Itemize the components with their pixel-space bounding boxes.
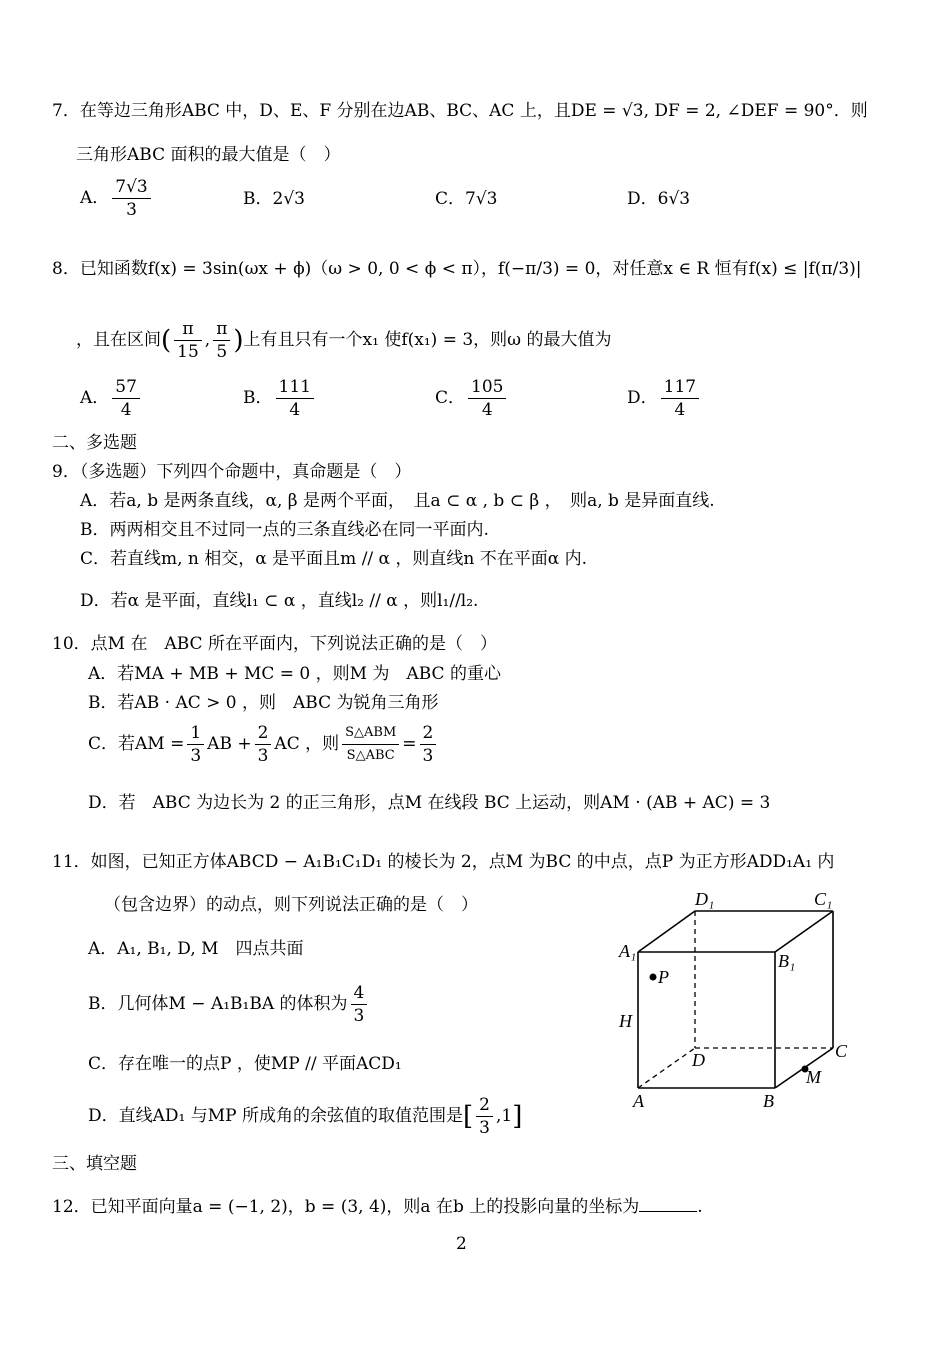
edge-b1c1 [775, 911, 833, 952]
q11-option-a: A．A₁, B₁, D, M 四点共面 [88, 939, 304, 959]
label-c: C [835, 1041, 848, 1061]
q8-option-b: B． $\frac{111}{4}$ [243, 376, 317, 421]
q7-option-b: B．2√3 [243, 189, 305, 209]
label-a1: A₁ [619, 941, 637, 961]
q10-option-a: A．若MA + MB + MC = 0 ，则M 为 ABC 的重心 [88, 664, 501, 684]
edge-ad-hidden [638, 1048, 695, 1088]
label-c1: C₁ [814, 889, 833, 909]
q8-option-d: D． $\frac{117}{4}$ [627, 376, 702, 421]
cube-figure [600, 885, 880, 1125]
section-heading-multi-choice: 二、多选题 [52, 433, 137, 453]
q9-option-b: B．两两相交且不过同一点的三条直线必在同一平面内. [80, 520, 489, 540]
q8-option-c: C． $\frac{105}{4}$ [435, 376, 509, 421]
answer-blank[interactable] [639, 1197, 697, 1212]
q7-option-a: A． $\frac{7√3}{3}$ [80, 176, 154, 221]
q7-stem-line2: 三角形ABC 面积的最大值是（ ） [76, 145, 341, 165]
q10-option-b: B．若AB · AC > 0 ，则 ABC 为锐角三角形 [88, 693, 439, 713]
label-d: D [692, 1050, 705, 1070]
q11-stem-line1: 11．如图，已知正方体ABCD − A₁B₁C₁D₁ 的棱长为 2，点M 为BC 的中点，点P 为正方形ADD₁A₁ 内 [52, 852, 835, 872]
label-d1: D₁ [695, 889, 715, 909]
q9-stem: 9．（多选题）下列四个命题中，真命题是（ ） [52, 462, 412, 482]
q9-option-d: D．若α 是平面，直线l₁ ⊂ α ，直线l₂ // α ，则l₁//l₂. [80, 591, 479, 611]
edge-a1d1 [638, 911, 695, 952]
label-b: B [763, 1091, 774, 1111]
q11-option-c: C．存在唯一的点P ，使MP // 平面ACD₁ [88, 1054, 402, 1074]
q8-stem-line2: ，且在区间( $\frac{\pi}{15}$ , $\frac{\pi}{5}$ )上有且只有一个x₁ 使f(x₁) = 3，则ω 的最大值为 [76, 319, 612, 362]
q10-option-c: C．若AM = $\frac{1}{3}$ AB + $\frac{2}{3}$ AC ，则 $\frac{\text{S△ABM}}{\text{S△ABC}}$ = $\frac{2}{3}$ [88, 722, 439, 767]
q9-option-a: A．若a, b 是两条直线，α, β 是两个平面， 且a ⊂ α , b ⊂ β ， 则a, b 是异面直线. [80, 491, 715, 511]
q10-stem: 10．点M 在 ABC 所在平面内，下列说法正确的是（ ） [52, 634, 497, 654]
q11-stem-line2: （包含边界）的动点，则下列说法正确的是（ ） [104, 895, 478, 915]
section-heading-fill-in: 三、填空题 [52, 1154, 137, 1174]
q9-option-c: C．若直线m, n 相交，α 是平面且m // α ，则直线n 不在平面α 内. [80, 549, 588, 569]
q7-option-d: D．6√3 [627, 189, 691, 209]
label-p: P [658, 967, 669, 987]
q8-option-a: A． $\frac{57}{4}$ [80, 376, 143, 421]
label-m: M [806, 1067, 821, 1087]
point-p [650, 974, 657, 981]
q7-option-c: C．7√3 [435, 189, 498, 209]
q10-option-d: D．若 ABC 为边长为 2 的正三角形，点M 在线段 BC 上运动，则AM · (AB + AC) = 3 [88, 793, 771, 813]
label-a: A [633, 1091, 644, 1111]
label-h: H [619, 1011, 632, 1031]
q7-stem-line1: 7．在等边三角形ABC 中，D、E、F 分别在边AB、BC、AC 上，且DE = √3, DF = 2, ∠DEF = 90°．则 [52, 101, 868, 121]
q11-option-d: D．直线AD₁ 与MP 所成角的余弦值的取值范围是[ $\frac{2}{3}$ ,1] [88, 1095, 523, 1138]
page-number: 2 [456, 1234, 467, 1254]
q8-stem-line1: 8．已知函数f(x) = 3sin(ωx + ϕ)（ω > 0, 0 < ϕ < π），f(−π/3) = 0，对任意x ∈ R 恒有f(x) ≤ |f(π/3)| [52, 259, 862, 279]
q12-stem: 12．已知平面向量a = (−1, 2)，b = (3, 4)，则a 在b 上的投影向量的坐标为 . [52, 1197, 703, 1217]
label-b1: B₁ [778, 951, 796, 971]
q11-option-b: B．几何体M − A₁B₁BA 的体积为 $\frac{4}{3}$ [88, 982, 370, 1027]
